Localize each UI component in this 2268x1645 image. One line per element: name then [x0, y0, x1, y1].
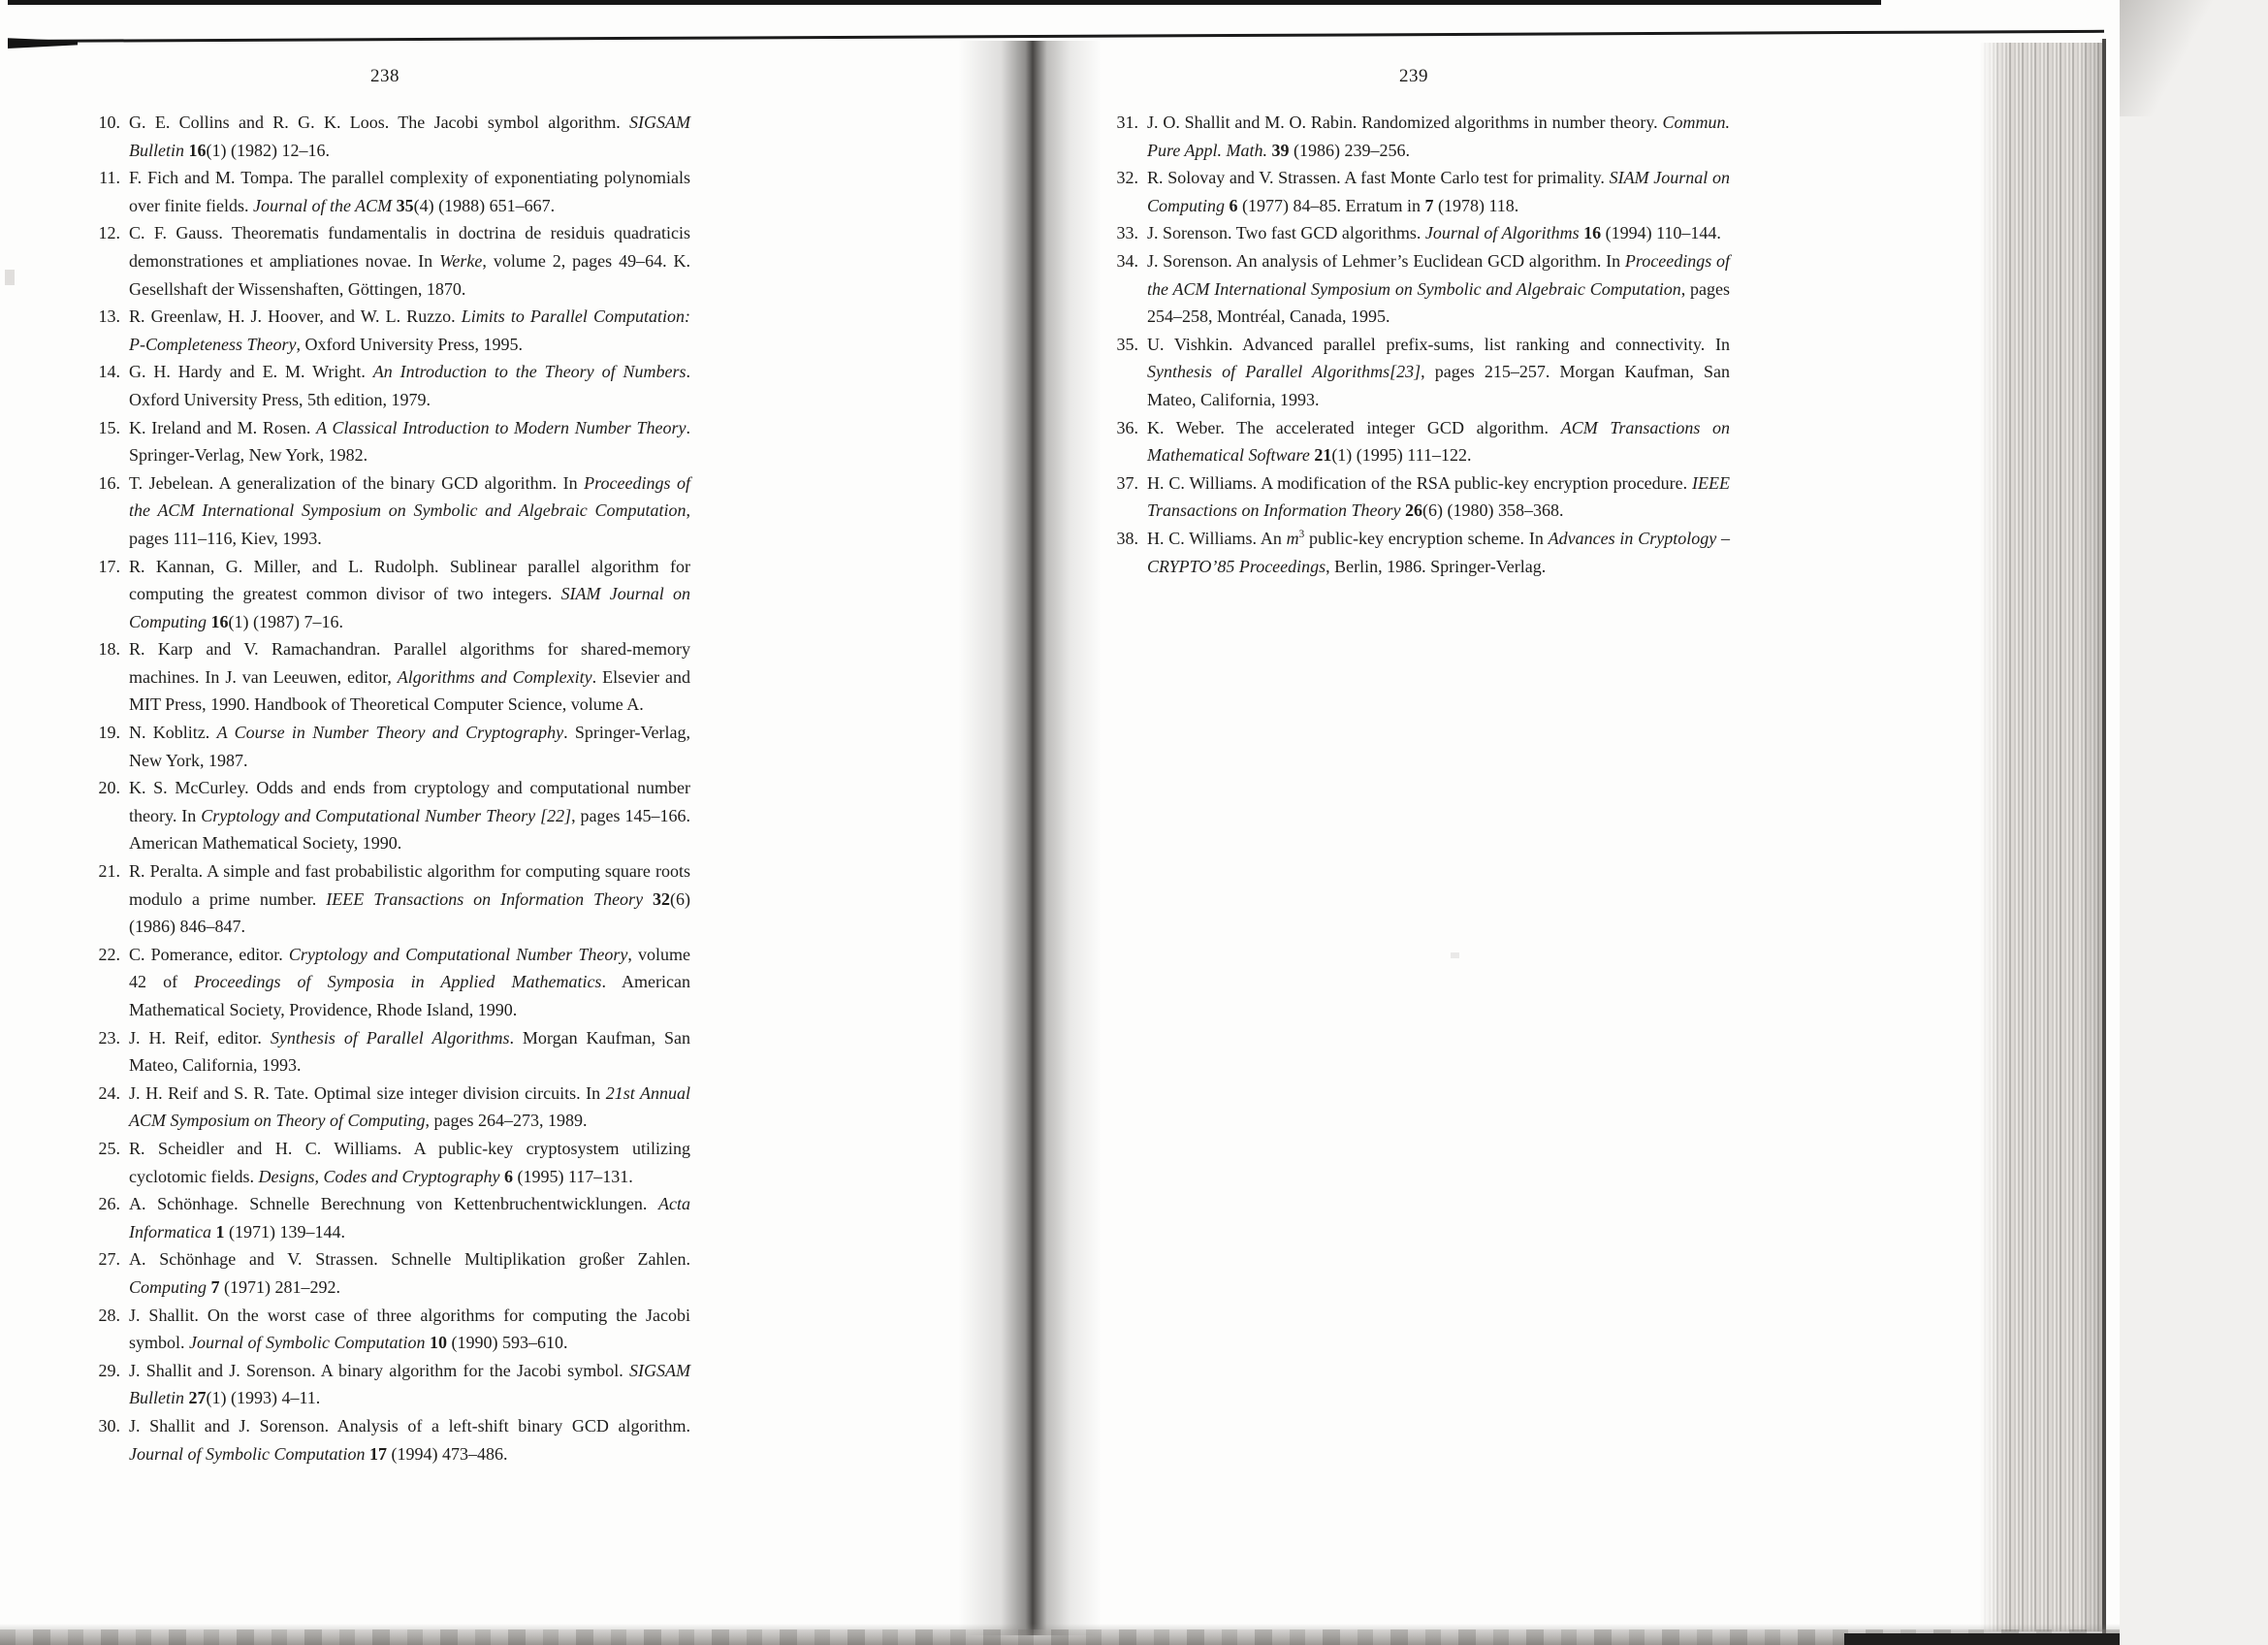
reference-entry [80, 414, 690, 469]
reference-number: 26. [98, 1194, 120, 1214]
reference-entry [80, 164, 690, 219]
reference-number: 24. [98, 1082, 120, 1103]
reference-entry [80, 1080, 690, 1135]
reference-number: 16. [98, 472, 120, 493]
scan-smudge [5, 270, 15, 285]
scanner-background [2120, 0, 2268, 1645]
reference-entry [80, 219, 690, 303]
left-page [80, 66, 691, 1468]
page-number-left: 238 [370, 66, 399, 86]
reference-number: 27. [98, 1249, 120, 1270]
reference-number: 19. [98, 723, 120, 743]
reference-number: 33. [1116, 223, 1138, 243]
reference-text: T. Jebelean. A generalization of the binary GCD algorithm. In Proceedings of the ACM International Symposium on Symbolic and Algebraic Computation, pages 111–116, Kiev, 1993. [129, 472, 690, 548]
reference-text: J. Shallit and J. Sorenson. Analysis of a left-shift binary GCD algorithm. Journal of Symbolic Computation 17 (1994) 473–486. [129, 1415, 690, 1464]
reference-text: K. S. McCurley. Odds and ends from cryptology and computational number theory. In Cryptology and Computational Number Theory [22], pages 145–166. American Mathematical Society, 1990. [129, 778, 691, 854]
reference-text: K. Ireland and M. Rosen. A Classical Introduction to Modern Number Theory. Springer-Verlag, New York, 1982. [129, 417, 690, 466]
reference-entry [1098, 469, 1730, 525]
reference-number: 34. [1116, 250, 1138, 271]
reference-text: R. Scheidler and H. C. Williams. A public-key cryptosystem utilizing cyclotomic fields. Designs, Codes and Cryptography 6 (1995) 117–131. [129, 1138, 690, 1186]
reference-entry [1098, 247, 1730, 331]
reference-entry [80, 358, 690, 413]
reference-entry [80, 1024, 690, 1080]
reference-number: 17. [98, 556, 120, 576]
reference-text: G. H. Hardy and E. M. Wright. An Introduction to the Theory of Numbers. Oxford University Press, 5th edition, 1979. [129, 362, 690, 409]
reference-number: 22. [98, 944, 120, 964]
reference-text: J. Sorenson. Two fast GCD algorithms. Journal of Algorithms 16 (1994) 110–144. [1147, 223, 1721, 243]
scan-top-edge-line [8, 0, 1881, 5]
reference-text: R. Peralta. A simple and fast probabilistic algorithm for computing square roots modulo a prime number. IEEE Transactions on Information Theory 32(6) (1986) 846–847. [129, 861, 691, 937]
reference-number: 36. [1116, 417, 1138, 437]
reference-entry [80, 1357, 690, 1412]
reference-entry [80, 774, 690, 857]
reference-entry [1098, 414, 1730, 469]
reference-entry [1098, 525, 1730, 580]
reference-text: J. H. Reif, editor. Synthesis of Parallel Algorithms. Morgan Kaufman, San Mateo, California, 1993. [129, 1027, 690, 1076]
reference-number: 37. [1116, 472, 1138, 493]
reference-number: 15. [98, 417, 120, 437]
reference-number: 25. [98, 1138, 120, 1158]
reference-number: 35. [1116, 334, 1138, 354]
reference-number: 12. [98, 223, 120, 243]
reference-text: C. F. Gauss. Theorematis fundamentalis in doctrina de residuis quadraticis demonstrationes et ampliationes novae. In Werke, volume 2, pages 49–64. K. Gesellshaft der Wissenshaften, Göttingen, 1870. [129, 223, 690, 299]
reference-entry [80, 719, 690, 774]
reference-number: 32. [1116, 168, 1138, 188]
scanner-corner-shadow [2120, 0, 2268, 116]
reference-text: N. Koblitz. A Course in Number Theory and Cryptography. Springer-Verlag, New York, 1987. [129, 723, 690, 770]
bottom-page-edge-texture [0, 1629, 2120, 1645]
reference-text: F. Fich and M. Tompa. The parallel complexity of exponentiating polynomials over finite fields. Journal of the ACM 35(4) (1988) 651–667. [129, 168, 690, 215]
reference-entry [80, 303, 690, 358]
reference-entry [80, 1245, 690, 1301]
reference-number: 10. [98, 113, 120, 132]
reference-number: 14. [98, 362, 120, 382]
reference-entry [1098, 331, 1730, 414]
reference-number: 28. [98, 1305, 120, 1325]
reference-number: 21. [98, 861, 120, 882]
reference-text: J. Shallit and J. Sorenson. A binary algorithm for the Jacobi symbol. SIGSAM Bulletin 27(1) (1993) 4–11. [129, 1360, 690, 1408]
reference-number: 29. [98, 1360, 120, 1380]
bottom-dark-band [1844, 1633, 2120, 1645]
reference-text: R. Greenlaw, H. J. Hoover, and W. L. Ruzzo. Limits to Parallel Computation: P-Completeness Theory, Oxford University Press, 1995. [129, 306, 690, 354]
scan-smudge [1451, 952, 1459, 958]
reference-text: A. Schönhage. Schnelle Berechnung von Kettenbruchentwicklungen. Acta Informatica 1 (1971) 139–144. [129, 1194, 690, 1242]
reference-text: R. Solovay and V. Strassen. A fast Monte Carlo test for primality. SIAM Journal on Computing 6 (1977) 84–85. Erratum in 7 (1978) 118. [1147, 168, 1730, 215]
reference-number: 11. [99, 168, 120, 188]
reference-number: 18. [98, 639, 120, 660]
reference-number: 31. [1116, 113, 1138, 132]
reference-number: 23. [98, 1027, 120, 1048]
page-edge-dark-line [2102, 39, 2106, 1635]
page-edge-stack-fade [1980, 43, 2104, 1631]
reference-entry [80, 857, 690, 941]
reference-text: R. Kannan, G. Miller, and L. Rudolph. Sublinear parallel algorithm for computing the greatest common divisor of two integers. SIAM Journal on Computing 16(1) (1987) 7–16. [129, 556, 690, 631]
reference-number: 38. [1116, 528, 1138, 548]
reference-entry [80, 109, 690, 164]
reference-number: 30. [98, 1415, 120, 1435]
reference-text: J. Shallit. On the worst case of three algorithms for computing the Jacobi symbol. Journal of Symbolic Computation 10 (1990) 593–610. [129, 1305, 690, 1353]
reference-text: A. Schönhage and V. Strassen. Schnelle Multiplikation großer Zahlen. Computing 7 (1971) 281–292. [129, 1249, 690, 1297]
reference-list-left [80, 109, 690, 1468]
reference-text: U. Vishkin. Advanced parallel prefix-sums, list ranking and connectivity. In Synthesis of Parallel Algorithms[23], pages 215–257. Morgan Kaufman, San Mateo, California, 1993. [1147, 334, 1730, 409]
book-gutter-shadow [958, 41, 1102, 1635]
reference-list-right [1098, 109, 1730, 580]
reference-entry [1098, 219, 1730, 247]
page-number-right: 239 [1399, 66, 1428, 86]
reference-text: R. Karp and V. Ramachandran. Parallel algorithms for shared-memory machines. In J. van Leeuwen, editor, Algorithms and Complexity. Elsevier and MIT Press, 1990. Handbook of Theoretical Computer Science, volume A. [129, 639, 690, 715]
reference-entry [80, 1135, 690, 1190]
reference-entry [80, 1412, 690, 1468]
reference-entry [80, 469, 690, 553]
reference-text: G. E. Collins and R. G. K. Loos. The Jacobi symbol algorithm. SIGSAM Bulletin 16(1) (1982) 12–16. [129, 113, 690, 160]
reference-entry [1098, 164, 1730, 219]
reference-number: 20. [98, 778, 120, 798]
reference-text: K. Weber. The accelerated integer GCD algorithm. ACM Transactions on Mathematical Software 21(1) (1995) 111–122. [1147, 417, 1730, 466]
reference-entry [80, 635, 690, 719]
reference-text: J. H. Reif and S. R. Tate. Optimal size integer division circuits. In 21st Annual ACM Symposium on Theory of Computing, pages 264–273, 1989. [129, 1082, 690, 1131]
reference-text: J. O. Shallit and M. O. Rabin. Randomized algorithms in number theory. Commun. Pure Appl. Math. 39 (1986) 239–256. [1147, 113, 1730, 160]
reference-entry [80, 941, 690, 1024]
reference-entry [80, 1190, 690, 1245]
reference-text: H. C. Williams. An $m^3$ public-key encryption scheme. In Advances in Cryptology – CRYPTO’85 Proceedings, Berlin, 1986. Springer-Verlag. [1147, 528, 1731, 576]
reference-entry [80, 553, 690, 636]
reference-entry [80, 1302, 690, 1357]
right-page [1098, 66, 1731, 580]
reference-text: C. Pomerance, editor. Cryptology and Computational Number Theory, volume 42 of Proceedings of Symposia in Applied Mathematics. American Mathematical Society, Providence, Rhode Island, 1990. [129, 944, 690, 1019]
reference-text: J. Sorenson. An analysis of Lehmer’s Euclidean GCD algorithm. In Proceedings of the ACM International Symposium on Symbolic and Algebraic Computation, pages 254–258, Montréal, Canada, 1995. [1147, 250, 1731, 327]
reference-number: 13. [98, 306, 120, 327]
reference-entry [1098, 109, 1730, 164]
reference-text: H. C. Williams. A modification of the RSA public-key encryption procedure. IEEE Transactions on Information Theory 26(6) (1980) 358–368. [1147, 472, 1730, 521]
